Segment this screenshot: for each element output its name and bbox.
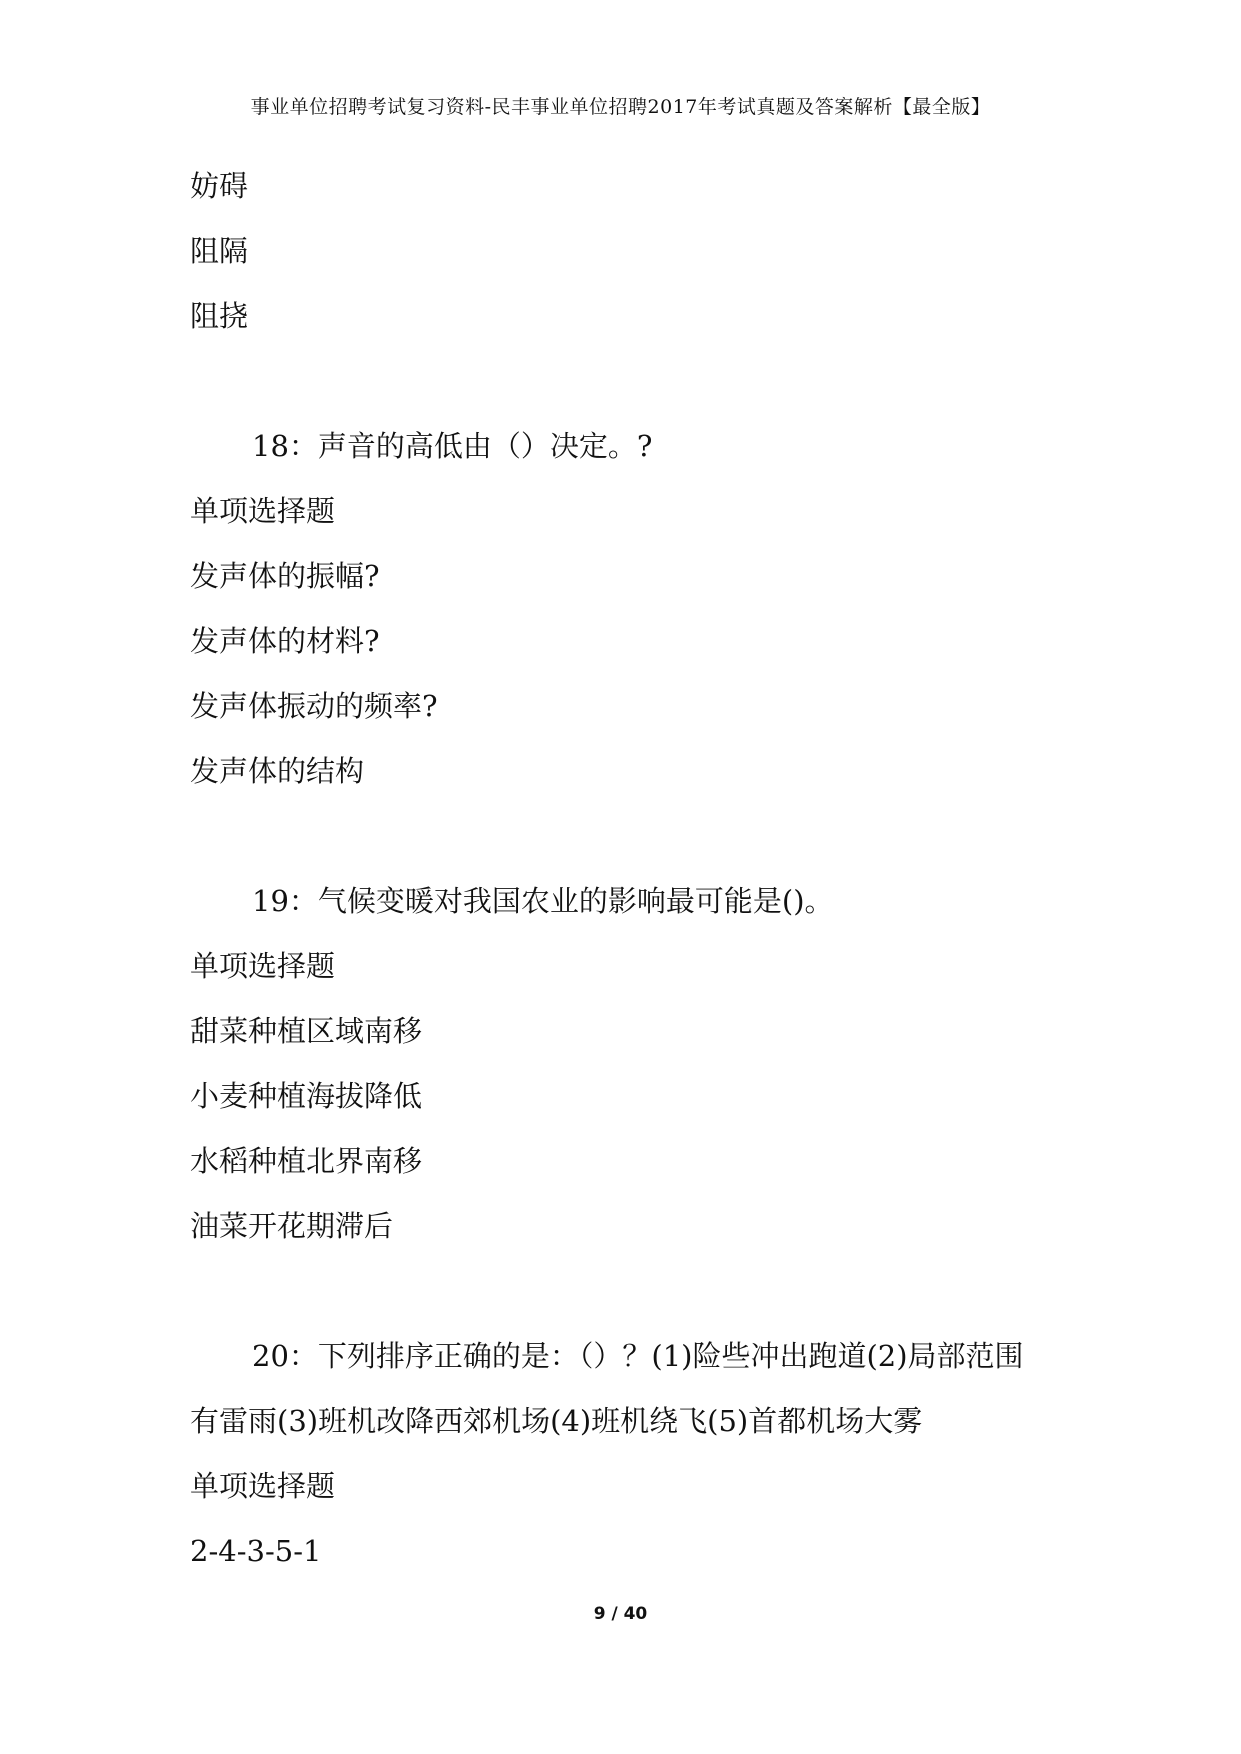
option-text: 阻隔 [190, 234, 249, 268]
question-19-option-a: 甜菜种植区域南移 [190, 1014, 423, 1048]
question-19-type: 单项选择题 [190, 949, 336, 983]
question-19-option-d: 油菜开花期滞后 [190, 1209, 394, 1243]
question-18-option-b: 发声体的材料? [190, 624, 380, 658]
question-19-option-b: 小麦种植海拔降低 [190, 1079, 423, 1113]
question-20-type: 单项选择题 [190, 1469, 336, 1503]
question-20-stem-line1: 20：下列排序正确的是：（）？(1)险些冲出跑道(2)局部范围 [252, 1339, 1024, 1373]
question-19-option-c: 水稻种植北界南移 [190, 1144, 423, 1178]
question-18-type: 单项选择题 [190, 494, 336, 528]
question-20-stem-line2: 有雷雨(3)班机改降西郊机场(4)班机绕飞(5)首都机场大雾 [190, 1404, 923, 1438]
question-19-stem: 19：气候变暖对我国农业的影响最可能是()。 [252, 884, 834, 918]
question-18-stem: 18：声音的高低由（）决定。? [252, 429, 653, 463]
option-text: 阻挠 [190, 299, 249, 333]
page-header: 事业单位招聘考试复习资料-民丰事业单位招聘2017年考试真题及答案解析【最全版】 [250, 96, 991, 118]
question-18-option-c: 发声体振动的频率? [190, 689, 438, 723]
question-20-option-a: 2-4-3-5-1 [190, 1534, 322, 1568]
option-text: 妨碍 [190, 169, 249, 203]
page-number: 9 / 40 [593, 1604, 648, 1624]
question-18-option-d: 发声体的结构 [190, 754, 365, 788]
question-18-option-a: 发声体的振幅? [190, 559, 380, 593]
